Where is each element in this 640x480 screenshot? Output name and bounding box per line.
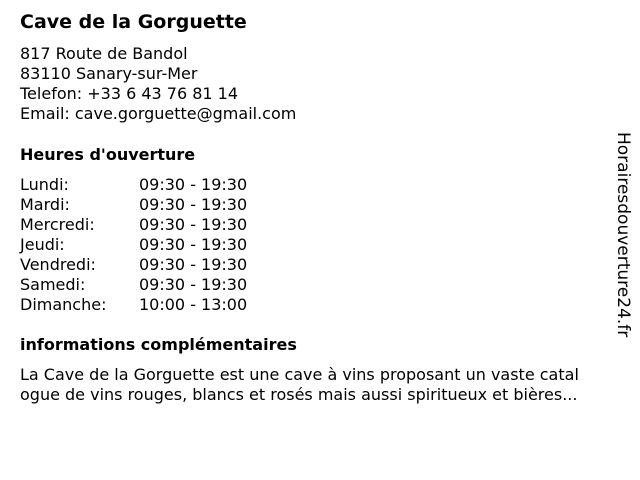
description-line: La Cave de la Gorguette est une cave à vins proposant un vaste catal bbox=[20, 365, 579, 384]
time-range: 09:30 - 19:30 bbox=[139, 235, 248, 254]
email-address: Email: cave.gorguette@gmail.com bbox=[20, 104, 297, 123]
day-label: Samedi: bbox=[20, 275, 86, 294]
phone-number: Telefon: +33 6 43 76 81 14 bbox=[20, 84, 239, 103]
time-range: 09:30 - 19:30 bbox=[139, 255, 248, 274]
hours-row-sunday bbox=[20, 295, 320, 315]
opening-hours-table bbox=[20, 175, 320, 315]
opening-hours-heading: Heures d'ouverture bbox=[20, 145, 196, 164]
address-street: 817 Route de Bandol bbox=[20, 44, 188, 63]
store-description bbox=[20, 365, 626, 405]
hours-row-friday bbox=[20, 255, 320, 275]
contact-block bbox=[20, 44, 296, 124]
day-label: Mercredi: bbox=[20, 215, 95, 234]
site-watermark: Horairesdouverture24.fr bbox=[613, 132, 633, 338]
hours-row-tuesday bbox=[20, 195, 320, 215]
address-city: 83110 Sanary-sur-Mer bbox=[20, 64, 198, 83]
day-label: Vendredi: bbox=[20, 255, 96, 274]
time-range: 10:00 - 13:00 bbox=[139, 295, 248, 314]
time-range: 09:30 - 19:30 bbox=[139, 195, 248, 214]
hours-row-wednesday bbox=[20, 215, 320, 235]
hours-row-monday bbox=[20, 175, 320, 195]
day-label: Mardi: bbox=[20, 195, 70, 214]
time-range: 09:30 - 19:30 bbox=[139, 215, 248, 234]
day-label: Dimanche: bbox=[20, 295, 107, 314]
time-range: 09:30 - 19:30 bbox=[139, 175, 248, 194]
day-label: Lundi: bbox=[20, 175, 69, 194]
hours-row-saturday bbox=[20, 275, 320, 295]
time-range: 09:30 - 19:30 bbox=[139, 275, 248, 294]
day-label: Jeudi: bbox=[20, 235, 65, 254]
description-line: ogue de vins rouges, blancs et rosés mais aussi spiritueux et bières... bbox=[20, 385, 578, 404]
additional-info-heading: informations complémentaires bbox=[20, 335, 297, 354]
store-name: Cave de la Gorguette bbox=[20, 11, 247, 33]
hours-row-thursday bbox=[20, 235, 320, 255]
